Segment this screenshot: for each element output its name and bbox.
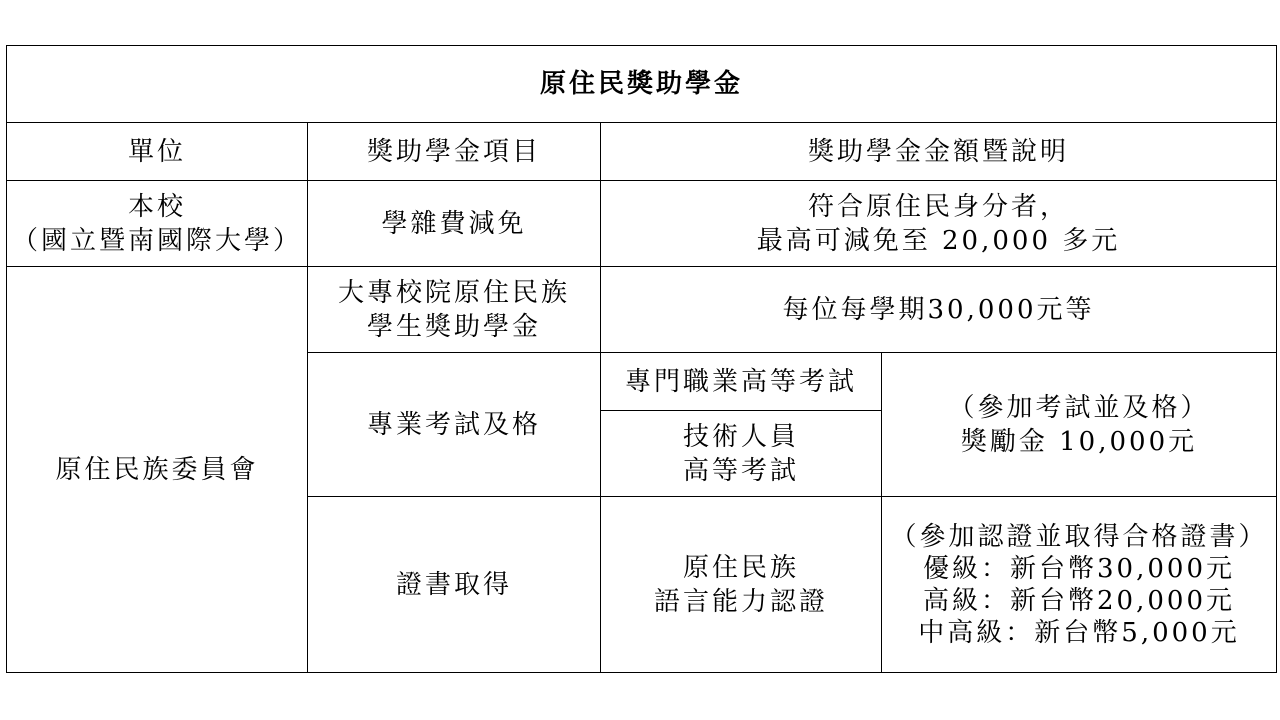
sub-professional-exam: 專門職業高等考試 xyxy=(601,353,882,411)
desc-line: 優級：新台幣30,000元 xyxy=(923,553,1235,584)
desc-line: （參加認證並取得合格證書） xyxy=(890,521,1268,552)
desc-line: 獎勵金 10,000元 xyxy=(960,426,1198,457)
desc-line: （參加考試並及格） xyxy=(948,392,1210,423)
sub-line: 高等考試 xyxy=(682,455,799,486)
unit-school-line: 本校 xyxy=(127,191,186,222)
unit-school xyxy=(7,181,308,267)
sub-technician-exam xyxy=(601,411,882,497)
desc-line: 最高可減免至 20,000 多元 xyxy=(756,225,1121,256)
item-college-scholarship xyxy=(308,267,601,353)
item-certificate: 證書取得 xyxy=(308,497,601,673)
desc-college-scholarship: 每位每學期30,000元等 xyxy=(601,267,1277,353)
item-tuition-waiver: 學雜費減免 xyxy=(308,181,601,267)
sub-line: 原住民族 xyxy=(682,552,799,583)
header-item: 獎助學金項目 xyxy=(308,123,601,181)
sub-language-certificate xyxy=(601,497,882,673)
sub-line: 語言能力認證 xyxy=(653,586,828,617)
desc-tuition-waiver xyxy=(601,181,1277,267)
desc-line: 高級：新台幣20,000元 xyxy=(923,585,1235,616)
unit-council: 原住民族委員會 xyxy=(7,267,308,673)
header-amount: 獎助學金金額暨說明 xyxy=(601,123,1277,181)
scholarship-table xyxy=(6,45,1277,673)
header-unit: 單位 xyxy=(7,123,308,181)
item-professional-exam: 專業考試及格 xyxy=(308,353,601,497)
table-title: 原住民獎助學金 xyxy=(7,46,1277,123)
item-line: 學生獎助學金 xyxy=(366,311,541,342)
desc-line: 中高級：新台幣5,000元 xyxy=(918,617,1240,648)
item-line: 大專校院原住民族 xyxy=(337,277,570,308)
desc-professional-exam xyxy=(882,353,1277,497)
desc-line: 符合原住民身分者， xyxy=(808,191,1070,222)
sub-line: 技術人員 xyxy=(682,421,799,452)
desc-certificate xyxy=(882,497,1277,673)
unit-school-line: （國立暨南國際大學） xyxy=(11,225,302,256)
